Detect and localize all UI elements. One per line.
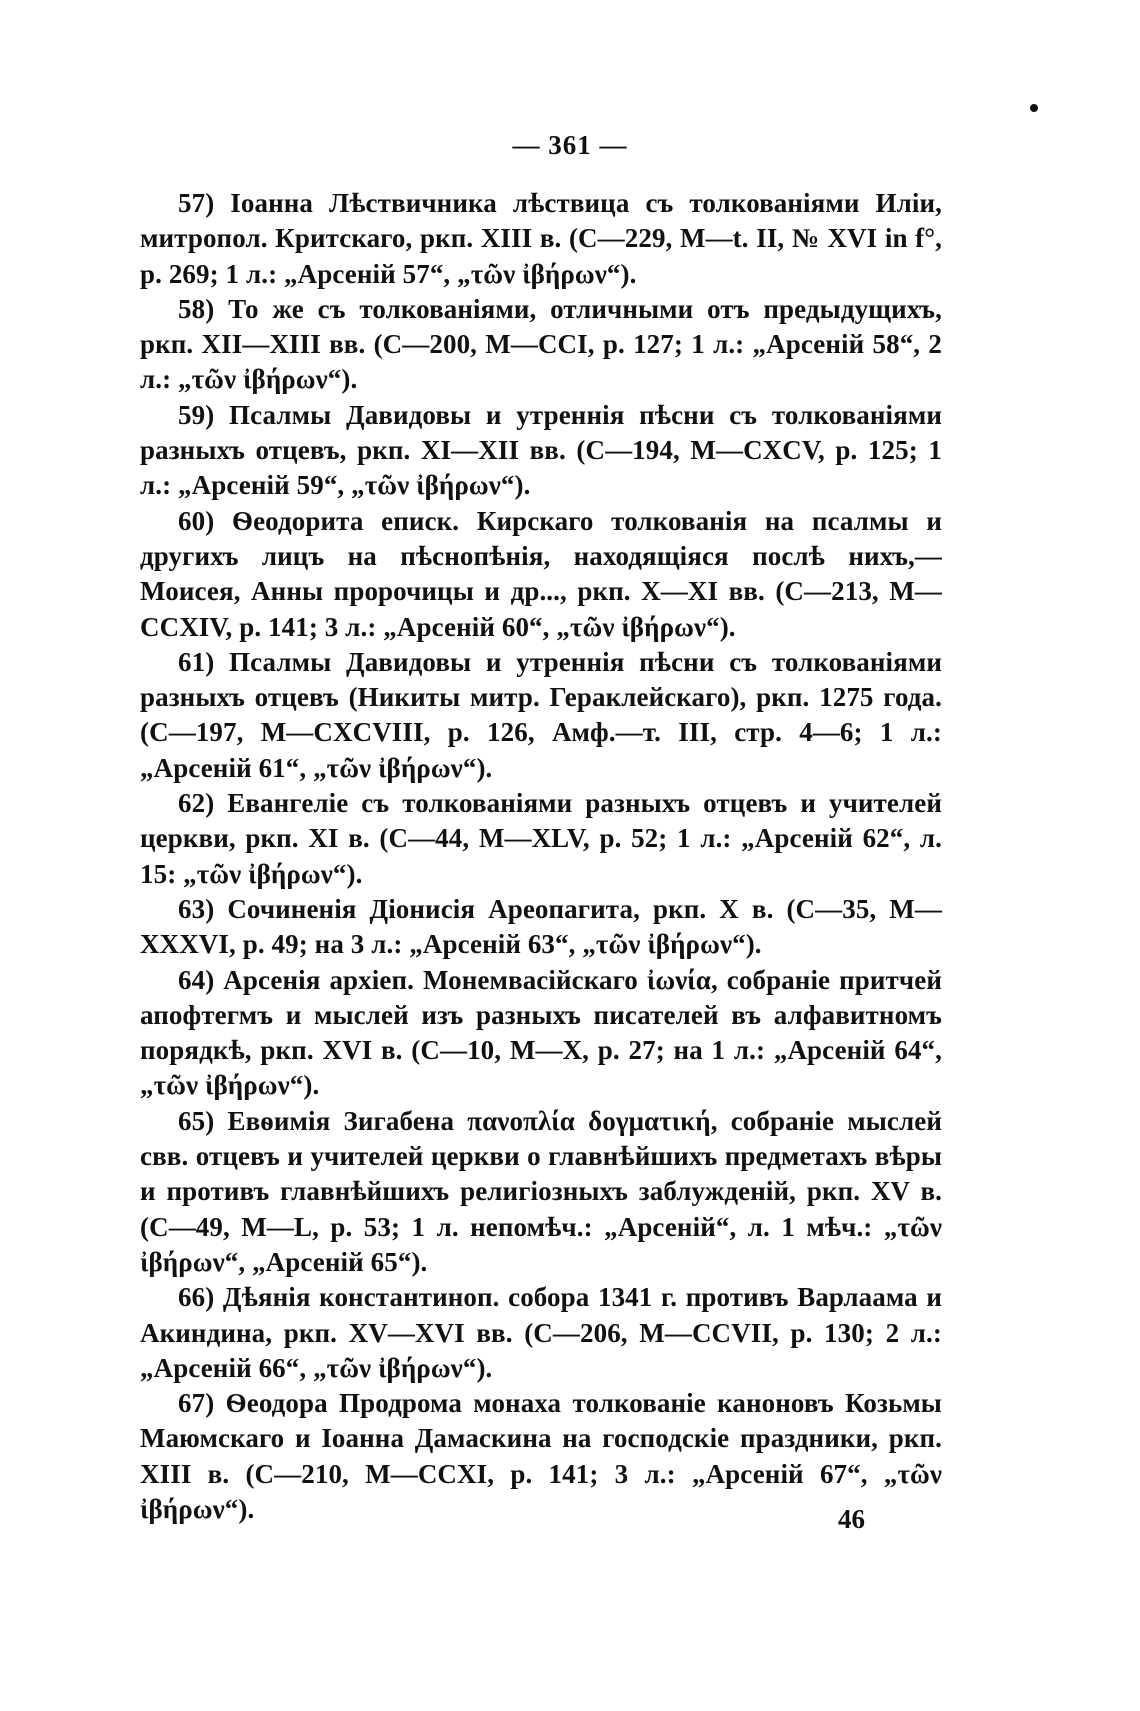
entry-59: 59) Псалмы Давидовы и утреннія пѣсни съ толкованіями разныхъ отцевъ, ркп. XI—XII вв. (C—194, M—CXCV, p. 125; 1 л.: „Арсеній 59“, „τῶν ἰβήρων“). [140,399,942,501]
entry-57: 57) Іоанна Лѣствичника лѣствица съ толкованіями Иліи, митропол. Критскаго, ркп. XIII в. (C—229, M—t. II, № XVI in f°, p. 269; 1 л.: „Арсеній 57“, „τῶν ἰβήρων“). [140,188,942,289]
entry-66: 66) Дѣянія константиноп. собора 1341 г. противъ Варлаама и Акиндина, ркп. XV—XVI вв. (C—206, M—CCVII, p. 130; 2 л.: „Арсеній 66“, „τῶν ἰβήρων“). [140,1282,942,1383]
entry-63: 63) Сочиненія Діонисія Ареопагита, ркп. X в. (C—35, M—XXXVI, p. 49; на 3 л.: „Арсеній 63“, „τῶν ἰβήρων“). [140,893,942,960]
entry-58: 58) То же съ толкованіями, отличными отъ предыдущихъ, ркп. XII—XIII вв. (C—200, M—CCI, p. 127; 1 л.: „Арсеній 58“, 2 л.: „τῶν ἰβήρων“). [140,293,942,395]
entry-62: 62) Евангеліе съ толкованіями разныхъ отцевъ и учителей церкви, ркп. XI в. (C—44, M—XLV, p. 52; 1 л.: „Арсеній 62“, л. 15: „τῶν ἰβήρων“). [140,788,942,889]
entries-list [140,186,942,1527]
entry-67: 67) Ѳеодора Продрома монаха толкованіе каноновъ Козьмы Маюмскаго и Іоанна Дамаскина на господскіе праздники, ркп. XIII в. (C—210, M—CCXI, p. 141; 3 л.: „Арсеній 67“, „τῶν ἰβήρων“). [140,1388,942,1524]
entry-61: 61) Псалмы Давидовы и утреннія пѣсни съ толкованіями разныхъ отцевъ (Никиты митр. Гераклейскаго), ркп. 1275 года. (C—197, M—CXCVIII, p. 126, Амф.—т. III, стр. 4—6; 1 л.: „Арсеній 61“, „τῶν ἰβήρων“). [140,646,942,783]
page-number: — 361 — [512,130,628,160]
signature-mark: 46 [838,1504,865,1534]
ink-dot [1030,104,1038,112]
entry-64: 64) Арсенія архіеп. Монемвасійскаго ἰωνία, собраніе притчей апофтегмъ и мыслей изъ разныхъ писателей въ алфавитномъ порядкѣ, ркп. XVI в. (C—10, M—X, p. 27; на 1 л.: „Арсеній 64“, „τῶν ἰβήρων“). [140,964,942,1101]
entry-60: 60) Ѳеодорита еписк. Кирскаго толкованія на псалмы и другихъ лицъ на пѣснопѣнія, находящіяся послѣ нихъ,—Моисея, Анны пророчицы и др..., ркп. X—XI вв. (C—213, M—CCXIV, p. 141; 3 л.: „Арсеній 60“, „τῶν ἰβήρων“). [140,505,942,642]
entry-65: 65) Евѳимія Зигабена πανοπλία δογματική, собраніе мыслей свв. отцевъ и учителей церкви о главнѣйшихъ предметахъ вѣры и противъ главнѣйшихъ религіозныхъ заблужденій, ркп. XV в. (C—49, M—L, p. 53; 1 л. непомѣч.: „Арсеній“, л. 1 мѣч.: „τῶν ἰβήρων“, „Арсеній 65“). [140,1105,942,1277]
